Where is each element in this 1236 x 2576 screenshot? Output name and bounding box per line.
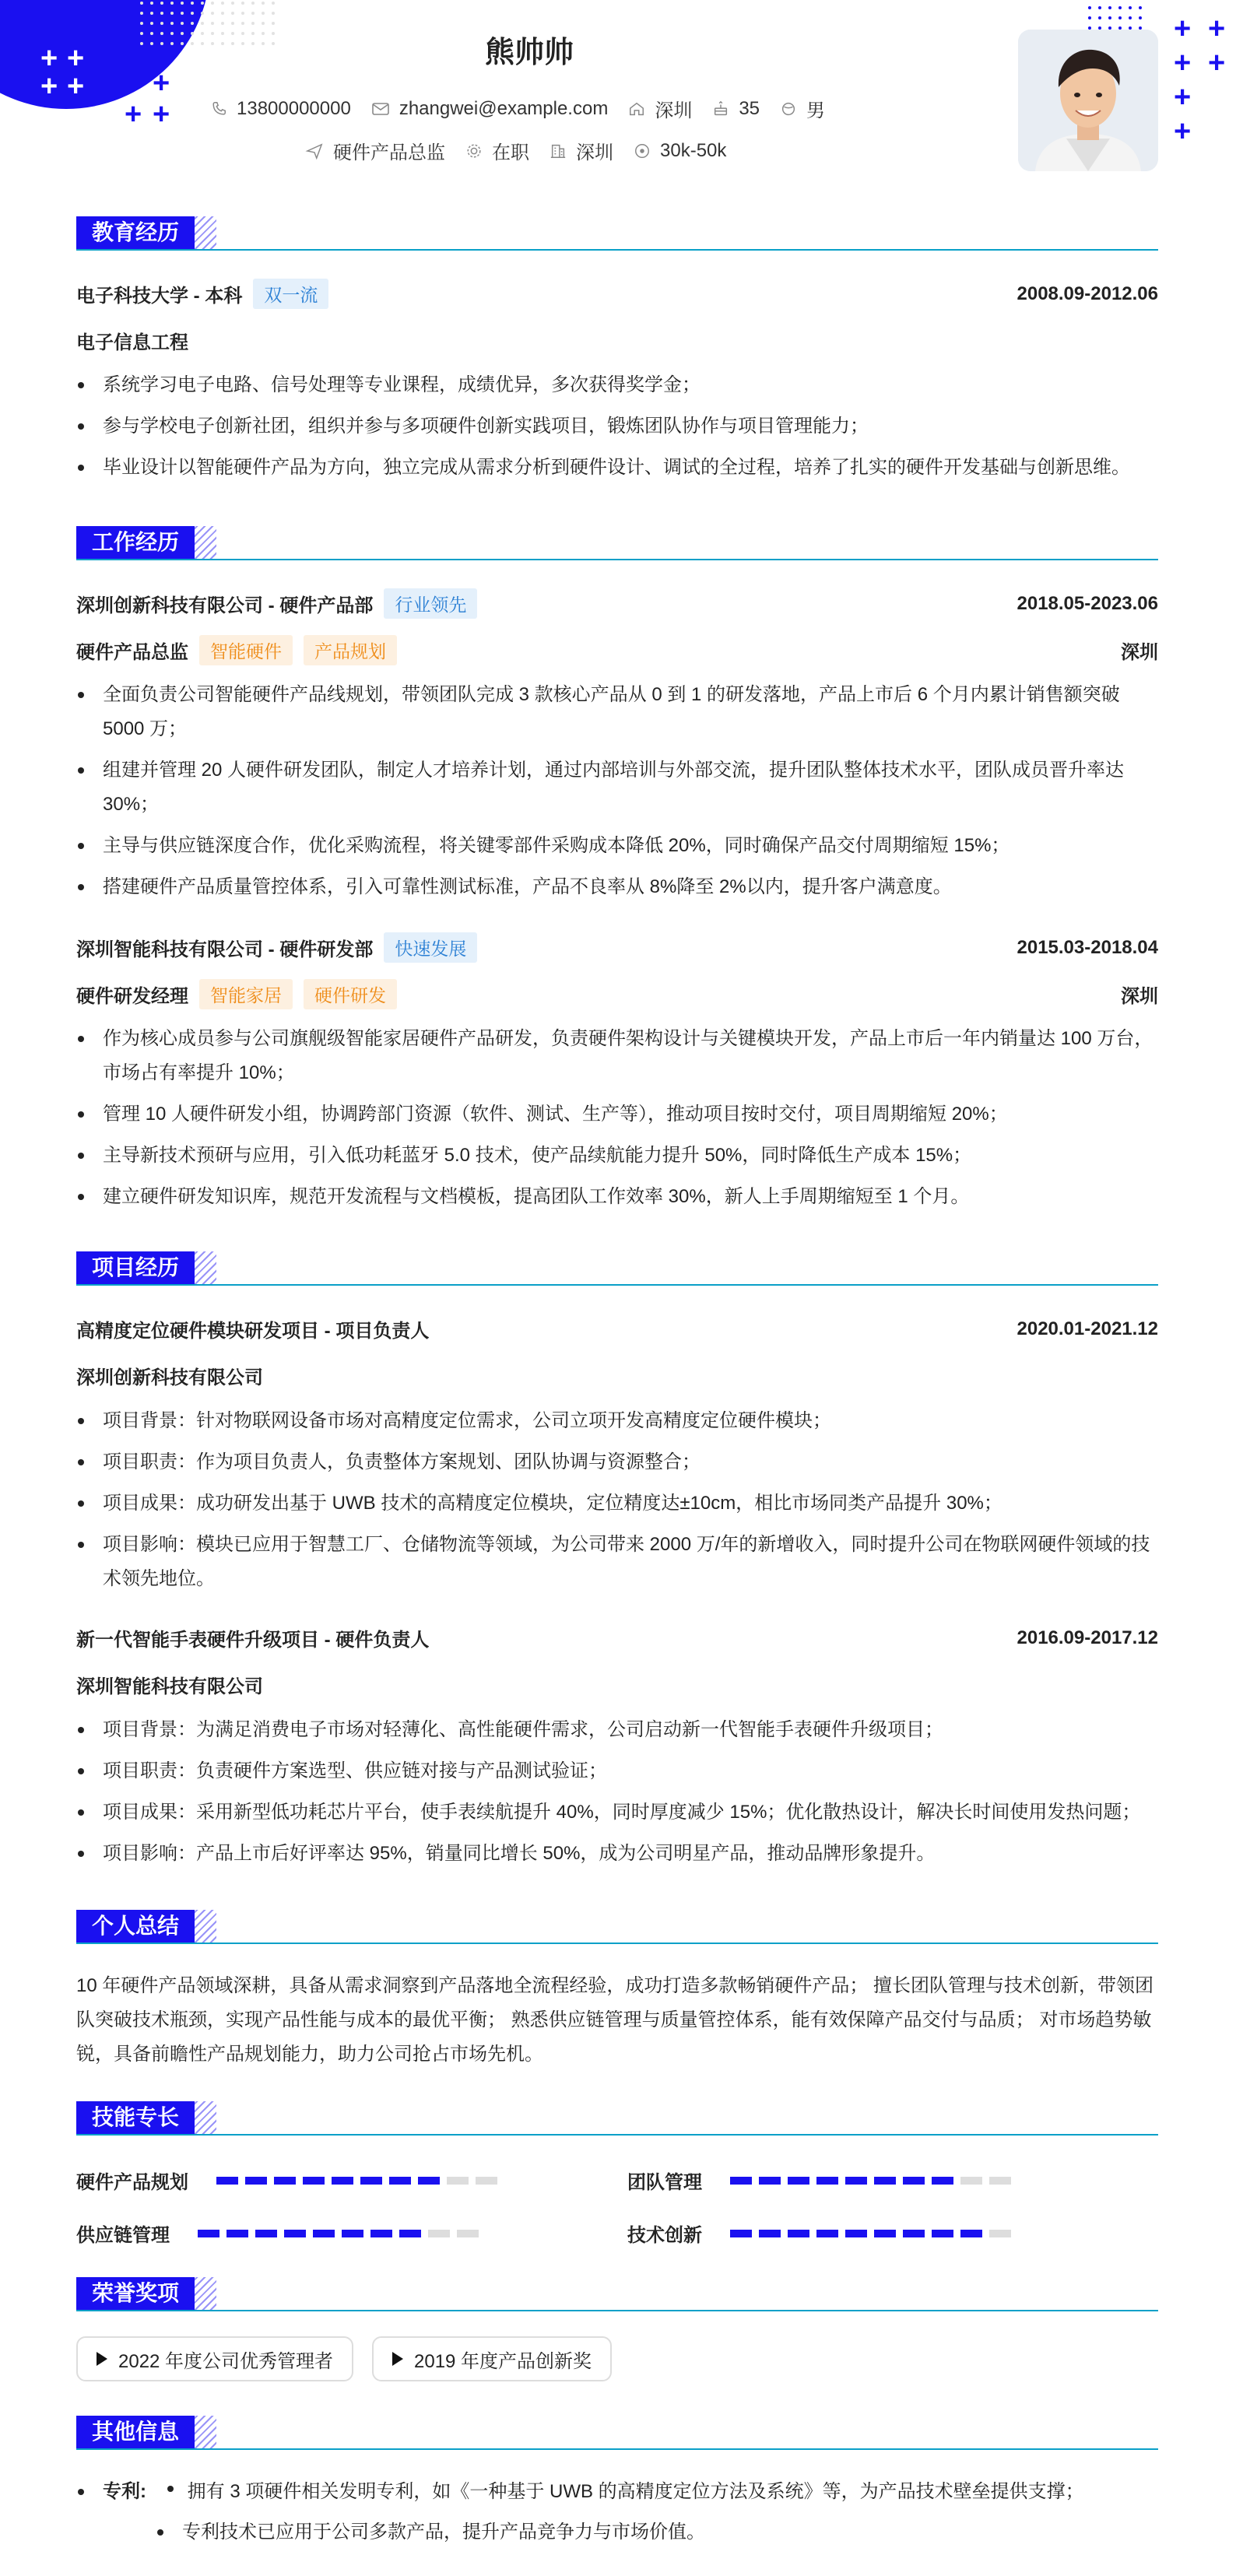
skill-tag: 智能硬件 (199, 635, 293, 665)
dot (160, 12, 163, 15)
skill-level-bar (198, 2230, 486, 2237)
dot (221, 2, 224, 5)
skill-segment (216, 2177, 238, 2185)
dot (251, 12, 255, 15)
skill-level-bar (730, 2177, 1018, 2185)
dot (170, 22, 174, 25)
bullet-dot (157, 2529, 163, 2536)
section-title-stripes (188, 2277, 216, 2310)
dot (1118, 6, 1122, 9)
skill-item (76, 2220, 486, 2247)
candidate-name: 熊帅帅 (484, 37, 574, 69)
dot (251, 22, 255, 25)
plus-icon: + (67, 70, 85, 103)
age-text: 35 (739, 97, 760, 119)
list-item: 项目影响：模块已应用于智慧工厂、仓储物流等领域，为公司带来 2000 万/年的新增收入，同时提升公司在物联网硬件领域的技术领先地位。 (76, 1528, 1158, 1596)
skill-segment (332, 2177, 353, 2185)
project-date: 2016.09-2017.12 (1017, 1627, 1158, 1648)
list-item: 组建并管理 20 人硬件研发团队，制定人才培养计划，通过内部培训与外部交流，提升团队整体技术水平，团队成员晋升率达 30%； (76, 753, 1158, 822)
list-item: 管理 10 人硬件研发小组，协调跨部门资源（软件、测试、生产等），推动项目按时交付，项目周期缩短 20%； (76, 1097, 1158, 1132)
project-title: 新一代智能手表硬件升级项目 - 硬件负责人 (76, 1630, 430, 1651)
work-1-header (76, 588, 1158, 619)
dot (1108, 16, 1111, 19)
skill-segment (360, 2177, 382, 2185)
skill-segment (759, 2177, 781, 2185)
section-title-stripes (188, 1251, 216, 1284)
dot (272, 12, 275, 15)
list-item: 项目影响：产品上市后好评率达 95%，销量同比增长 50%，成为公司明星产品，推动品牌形象提升。 (76, 1837, 1158, 1871)
dot (1098, 16, 1101, 19)
dot (1129, 16, 1132, 19)
skill-segment (476, 2177, 497, 2185)
patent-label: 专利: (103, 2481, 146, 2502)
project-date: 2020.01-2021.12 (1017, 1318, 1158, 1339)
section-title: 技能专长 (76, 2101, 195, 2134)
skill-segment (788, 2177, 809, 2185)
phone-item (210, 98, 351, 120)
section-title: 个人总结 (76, 1910, 195, 1943)
plus-icon: + (67, 42, 85, 75)
bullet-dot (167, 2486, 174, 2492)
project-2-bullets (76, 1713, 1158, 1878)
award-text: 2022 年度公司优秀管理者 (118, 2350, 334, 2372)
section-title-stripes (188, 2416, 216, 2448)
section-header-awards (76, 2277, 1158, 2311)
plus-icon: + (125, 98, 142, 131)
dot (262, 12, 265, 15)
status-item (465, 137, 529, 164)
triangle-right-icon (392, 2352, 403, 2366)
project-company: 深圳创新科技有限公司 (76, 1367, 263, 1388)
section-title: 教育经历 (76, 216, 195, 249)
dot (140, 12, 143, 15)
list-item: 主导与供应链深度合作，优化采购流程，将关键零部件采购成本降低 20%，同时确保产品交付周期缩短 15%； (76, 829, 1158, 863)
dot (1139, 16, 1142, 19)
dot (211, 12, 214, 15)
list-item: 主导新技术预研与应用，引入低功耗蓝牙 5.0 技术，使产品续航能力提升 50%，同时降低生产成本 15%； (76, 1139, 1158, 1173)
summary-text: 10 年硬件产品领域深耕，具备从需求洞察到产品落地全流程经验，成功打造多款畅销硬件产品； 擅长团队管理与技术创新，带领团队突破技术瓶颈，实现产品性能与成本的最优平衡； 熟悉供应链管理与质量管控体系，能有效保障产品交付与品质； 对市场趋势敏锐，具备前瞻性产品规划能力，助力公司抢占市场先机。 (76, 1975, 1154, 2065)
skill-segment (284, 2230, 306, 2237)
salary-item (634, 140, 726, 162)
project-company: 深圳智能科技有限公司 (76, 1676, 263, 1697)
patent-item (156, 2481, 1084, 2502)
section-divider (76, 559, 1158, 560)
work-1-bullets (76, 678, 1158, 911)
skill-segment (845, 2230, 867, 2237)
skill-item (76, 2167, 504, 2194)
dot (1118, 16, 1122, 19)
skill-item (627, 2167, 1018, 2194)
target-city-text: 深圳 (576, 142, 613, 163)
list-item: 项目背景：针对物联网设备市场对高精度定位需求，公司立项开发高精度定位硬件模块； (76, 1404, 1158, 1438)
skill-name: 供应链管理 (76, 2225, 170, 2246)
section-title: 荣誉奖项 (76, 2277, 195, 2310)
project-1-bullets (76, 1404, 1158, 1603)
section-divider (76, 1943, 1158, 1944)
plus-icon: + (125, 67, 142, 100)
skill-segment (874, 2177, 896, 2185)
work-2-bullets (76, 1022, 1158, 1221)
school-tag: 双一流 (253, 279, 328, 309)
company-tag: 行业领先 (384, 588, 477, 619)
company-name: 深圳智能科技有限公司 - 硬件研发部 (76, 939, 374, 960)
home-icon (628, 100, 645, 118)
position-text: 硬件产品总监 (333, 142, 445, 163)
dot (191, 12, 194, 15)
gear-icon (465, 142, 483, 160)
work-date: 2018.05-2023.06 (1017, 592, 1158, 614)
dot (231, 22, 234, 25)
dot (201, 2, 204, 5)
work-city: 深圳 (1121, 642, 1158, 663)
list-item: 项目成果：成功研发出基于 UWB 技术的高精度定位模块，定位精度达±10cm，相比市场同类产品提升 30%； (76, 1486, 1158, 1521)
plus-icon: + (1208, 12, 1226, 45)
dot (231, 12, 234, 15)
section-header-skills (76, 2101, 1158, 2136)
dot (262, 2, 265, 5)
skill-segment (816, 2230, 838, 2237)
patent-row (76, 2515, 1158, 2550)
skill-segment (874, 2230, 896, 2237)
list-item: 全面负责公司智能硬件产品线规划，带领团队完成 3 款核心产品从 0 到 1 的研发落地，产品上市后 6 个月内累计销售额突破 5000 万； (76, 678, 1158, 746)
project-1-company-row (76, 1362, 1158, 1389)
dot (1088, 6, 1091, 9)
skill-segment (903, 2230, 925, 2237)
dot (170, 12, 174, 15)
major: 电子信息工程 (76, 332, 188, 353)
plus-icon: + (153, 67, 170, 100)
plus-icon: + (40, 42, 58, 75)
gender-text: 男 (806, 100, 826, 121)
section-title-stripes (188, 216, 216, 249)
city-text: 深圳 (655, 100, 693, 121)
dot (170, 2, 174, 5)
dot (241, 2, 244, 5)
list-item: 毕业设计以智能硬件产品为方向，独立完成从需求分析到硬件设计、调试的全过程，培养了扎实的硬件开发基础与创新思维。 (76, 451, 1158, 485)
skill-segment (960, 2177, 982, 2185)
section-title-stripes (188, 2101, 216, 2134)
section-header-education (76, 216, 1158, 251)
dot-grid-decoration (1088, 6, 1142, 30)
section-divider (76, 2134, 1158, 2136)
award-chip (372, 2336, 612, 2381)
phone-text: 13800000000 (237, 97, 351, 119)
section-title: 其他信息 (76, 2416, 195, 2448)
section-title-stripes (188, 1910, 216, 1943)
plus-icon: + (1208, 47, 1226, 79)
email-item (371, 98, 609, 120)
skill-level-bar (216, 2177, 504, 2185)
education-date: 2008.09-2012.06 (1017, 283, 1158, 304)
list-item: 项目背景：为满足消费电子市场对轻薄化、高性能硬件需求，公司启动新一代智能手表硬件升级项目； (76, 1713, 1158, 1747)
dot (1098, 6, 1101, 9)
work-date: 2015.03-2018.04 (1017, 936, 1158, 958)
skill-tag: 硬件研发 (304, 979, 397, 1009)
skill-segment (198, 2230, 219, 2237)
section-divider (76, 1284, 1158, 1286)
skill-segment (418, 2177, 440, 2185)
coin-icon (634, 142, 651, 160)
project-1-header (76, 1315, 1158, 1342)
section-divider (76, 249, 1158, 251)
contact-row (210, 95, 845, 122)
skill-segment (932, 2230, 953, 2237)
dot (191, 22, 194, 25)
list-item: 项目职责：作为项目负责人，负责整体方案规划、团队协调与资源整合； (76, 1445, 1158, 1479)
plus-icon: + (1174, 81, 1192, 114)
avatar-portrait (1018, 30, 1158, 171)
list-item: 建立硬件研发知识库，规范开发流程与文档模板，提高团队工作效率 30%，新人上手周期缩短至 1 个月。 (76, 1180, 1158, 1214)
patent-text: 拥有 3 项硬件相关发明专利，如《一种基于 UWB 的高精度定位方法及系统》等，为产品技术壁垒提供支撑； (187, 2481, 1084, 2502)
work-2-header (76, 932, 1158, 963)
dot (272, 22, 275, 25)
plus-icon: + (40, 70, 58, 103)
skill-segment (730, 2177, 752, 2185)
position-item (305, 137, 445, 164)
section-title: 项目经历 (76, 1251, 195, 1284)
skill-segment (960, 2230, 982, 2237)
age-item (712, 98, 760, 120)
plus-icon: + (153, 98, 170, 131)
triangle-right-icon (97, 2352, 107, 2366)
work-city: 深圳 (1121, 986, 1158, 1007)
dot (241, 22, 244, 25)
education-header (76, 279, 1158, 309)
section-title: 工作经历 (76, 526, 195, 559)
target-city-item (550, 137, 613, 164)
skill-segment (989, 2230, 1011, 2237)
list-item: 项目职责：负责硬件方案选型、供应链对接与产品测试验证； (76, 1754, 1158, 1788)
skill-segment (399, 2230, 421, 2237)
section-divider (76, 2448, 1158, 2450)
school-name: 电子科技大学 - 本科 (76, 286, 243, 307)
project-2-header (76, 1624, 1158, 1651)
dot (1129, 6, 1132, 9)
job-intent-row (305, 137, 746, 164)
skill-segment (932, 2177, 953, 2185)
plus-icon: + (1174, 12, 1192, 45)
dot (191, 2, 194, 5)
dot (221, 22, 224, 25)
plus-icon: + (1174, 47, 1192, 79)
skill-segment (989, 2177, 1011, 2185)
section-divider (76, 2310, 1158, 2311)
dot (1108, 6, 1111, 9)
skill-segment (303, 2177, 325, 2185)
bullet-dot (78, 2489, 84, 2495)
list-item: 搭建硬件产品质量管控体系，引入可靠性测试标准，产品不良率从 8%降至 2%以内，提升客户满意度。 (76, 870, 1158, 904)
patent-text: 专利技术已应用于公司多款产品，提升产品竞争力与市场价值。 (182, 2522, 705, 2543)
plus-icon: + (1174, 115, 1192, 148)
skill-segment (342, 2230, 363, 2237)
skill-segment (226, 2230, 248, 2237)
work-2-role-row (76, 979, 1158, 1009)
skill-name: 技术创新 (627, 2225, 702, 2246)
work-1-role-row (76, 635, 1158, 665)
dot (241, 12, 244, 15)
dot (140, 2, 143, 5)
list-item: 作为核心成员参与公司旗舰级智能家居硬件产品研发，负责硬件架构设计与关键模块开发，产品上市后一年内销量达 100 万台，市场占有率提升 10%； (76, 1022, 1158, 1090)
skill-segment (313, 2230, 335, 2237)
skill-tag: 智能家居 (199, 979, 293, 1009)
skill-segment (428, 2230, 450, 2237)
list-item: 系统学习电子电路、信号处理等专业课程，成绩优异，多次获得奖学金； (76, 368, 1158, 402)
skill-name: 团队管理 (627, 2172, 702, 2193)
skill-segment (389, 2177, 411, 2185)
phone-icon (210, 100, 227, 118)
skill-segment (903, 2177, 925, 2185)
salary-text: 30k-50k (660, 139, 727, 161)
dot (181, 22, 184, 25)
dot (150, 2, 153, 5)
section-header-summary (76, 1910, 1158, 1944)
patent-row (76, 2475, 1158, 2509)
education-major-row (76, 327, 1158, 354)
dot (1139, 6, 1142, 9)
dot (150, 12, 153, 15)
status-text: 在职 (492, 142, 529, 163)
list-item: 项目成果：采用新型低功耗芯片平台，使手表续航提升 40%，同时厚度减少 15%；优化散热设计，解决长时间使用发热问题； (76, 1795, 1158, 1830)
section-header-work (76, 526, 1158, 560)
section-header-projects (76, 1251, 1158, 1286)
section-title-stripes (188, 526, 216, 559)
skill-segment (447, 2177, 469, 2185)
award-chip (76, 2336, 353, 2381)
dot (272, 2, 275, 5)
skill-segment (245, 2177, 267, 2185)
dot (231, 2, 234, 5)
email-text: zhangwei@example.com (399, 97, 609, 119)
gender-icon (780, 100, 797, 118)
dot (160, 2, 163, 5)
avatar (1018, 30, 1158, 171)
dot (140, 22, 143, 25)
dot (201, 22, 204, 25)
building-icon (550, 142, 567, 160)
job-title: 硬件产品总监 (76, 642, 188, 663)
dot (181, 12, 184, 15)
dot (262, 22, 265, 25)
skill-segment (788, 2230, 809, 2237)
skill-segment (255, 2230, 277, 2237)
dot (181, 2, 184, 5)
award-text: 2019 年度产品创新奖 (414, 2350, 592, 2372)
skill-segment (457, 2230, 479, 2237)
skill-segment (730, 2230, 752, 2237)
dot (1088, 16, 1091, 19)
skill-level-bar (730, 2230, 1018, 2237)
city-item (628, 95, 692, 122)
project-2-company-row (76, 1671, 1158, 1698)
mail-icon (371, 101, 390, 117)
skill-segment (759, 2230, 781, 2237)
project-title: 高精度定位硬件模块研发项目 - 项目负责人 (76, 1321, 430, 1342)
dot (211, 2, 214, 5)
skill-segment (274, 2177, 296, 2185)
company-name: 深圳创新科技有限公司 - 硬件产品部 (76, 595, 374, 616)
dot (150, 22, 153, 25)
dot (201, 12, 204, 15)
gender-item (780, 95, 825, 122)
dot (160, 22, 163, 25)
skill-item (627, 2220, 1018, 2247)
skill-tag: 产品规划 (304, 635, 397, 665)
send-icon (305, 142, 324, 160)
list-item: 参与学校电子创新社团，组织并参与多项硬件创新实践项目，锻炼团队协作与项目管理能力； (76, 409, 1158, 444)
dot (211, 22, 214, 25)
dot (251, 2, 255, 5)
section-header-other (76, 2416, 1158, 2450)
job-title: 硬件研发经理 (76, 986, 188, 1007)
other-info (76, 2475, 1158, 2550)
skill-segment (816, 2177, 838, 2185)
skill-name: 硬件产品规划 (76, 2172, 188, 2193)
education-bullets (76, 368, 1158, 492)
skill-segment (370, 2230, 392, 2237)
cake-icon (712, 100, 729, 118)
company-tag: 快速发展 (384, 932, 477, 963)
skill-segment (845, 2177, 867, 2185)
dot (221, 12, 224, 15)
